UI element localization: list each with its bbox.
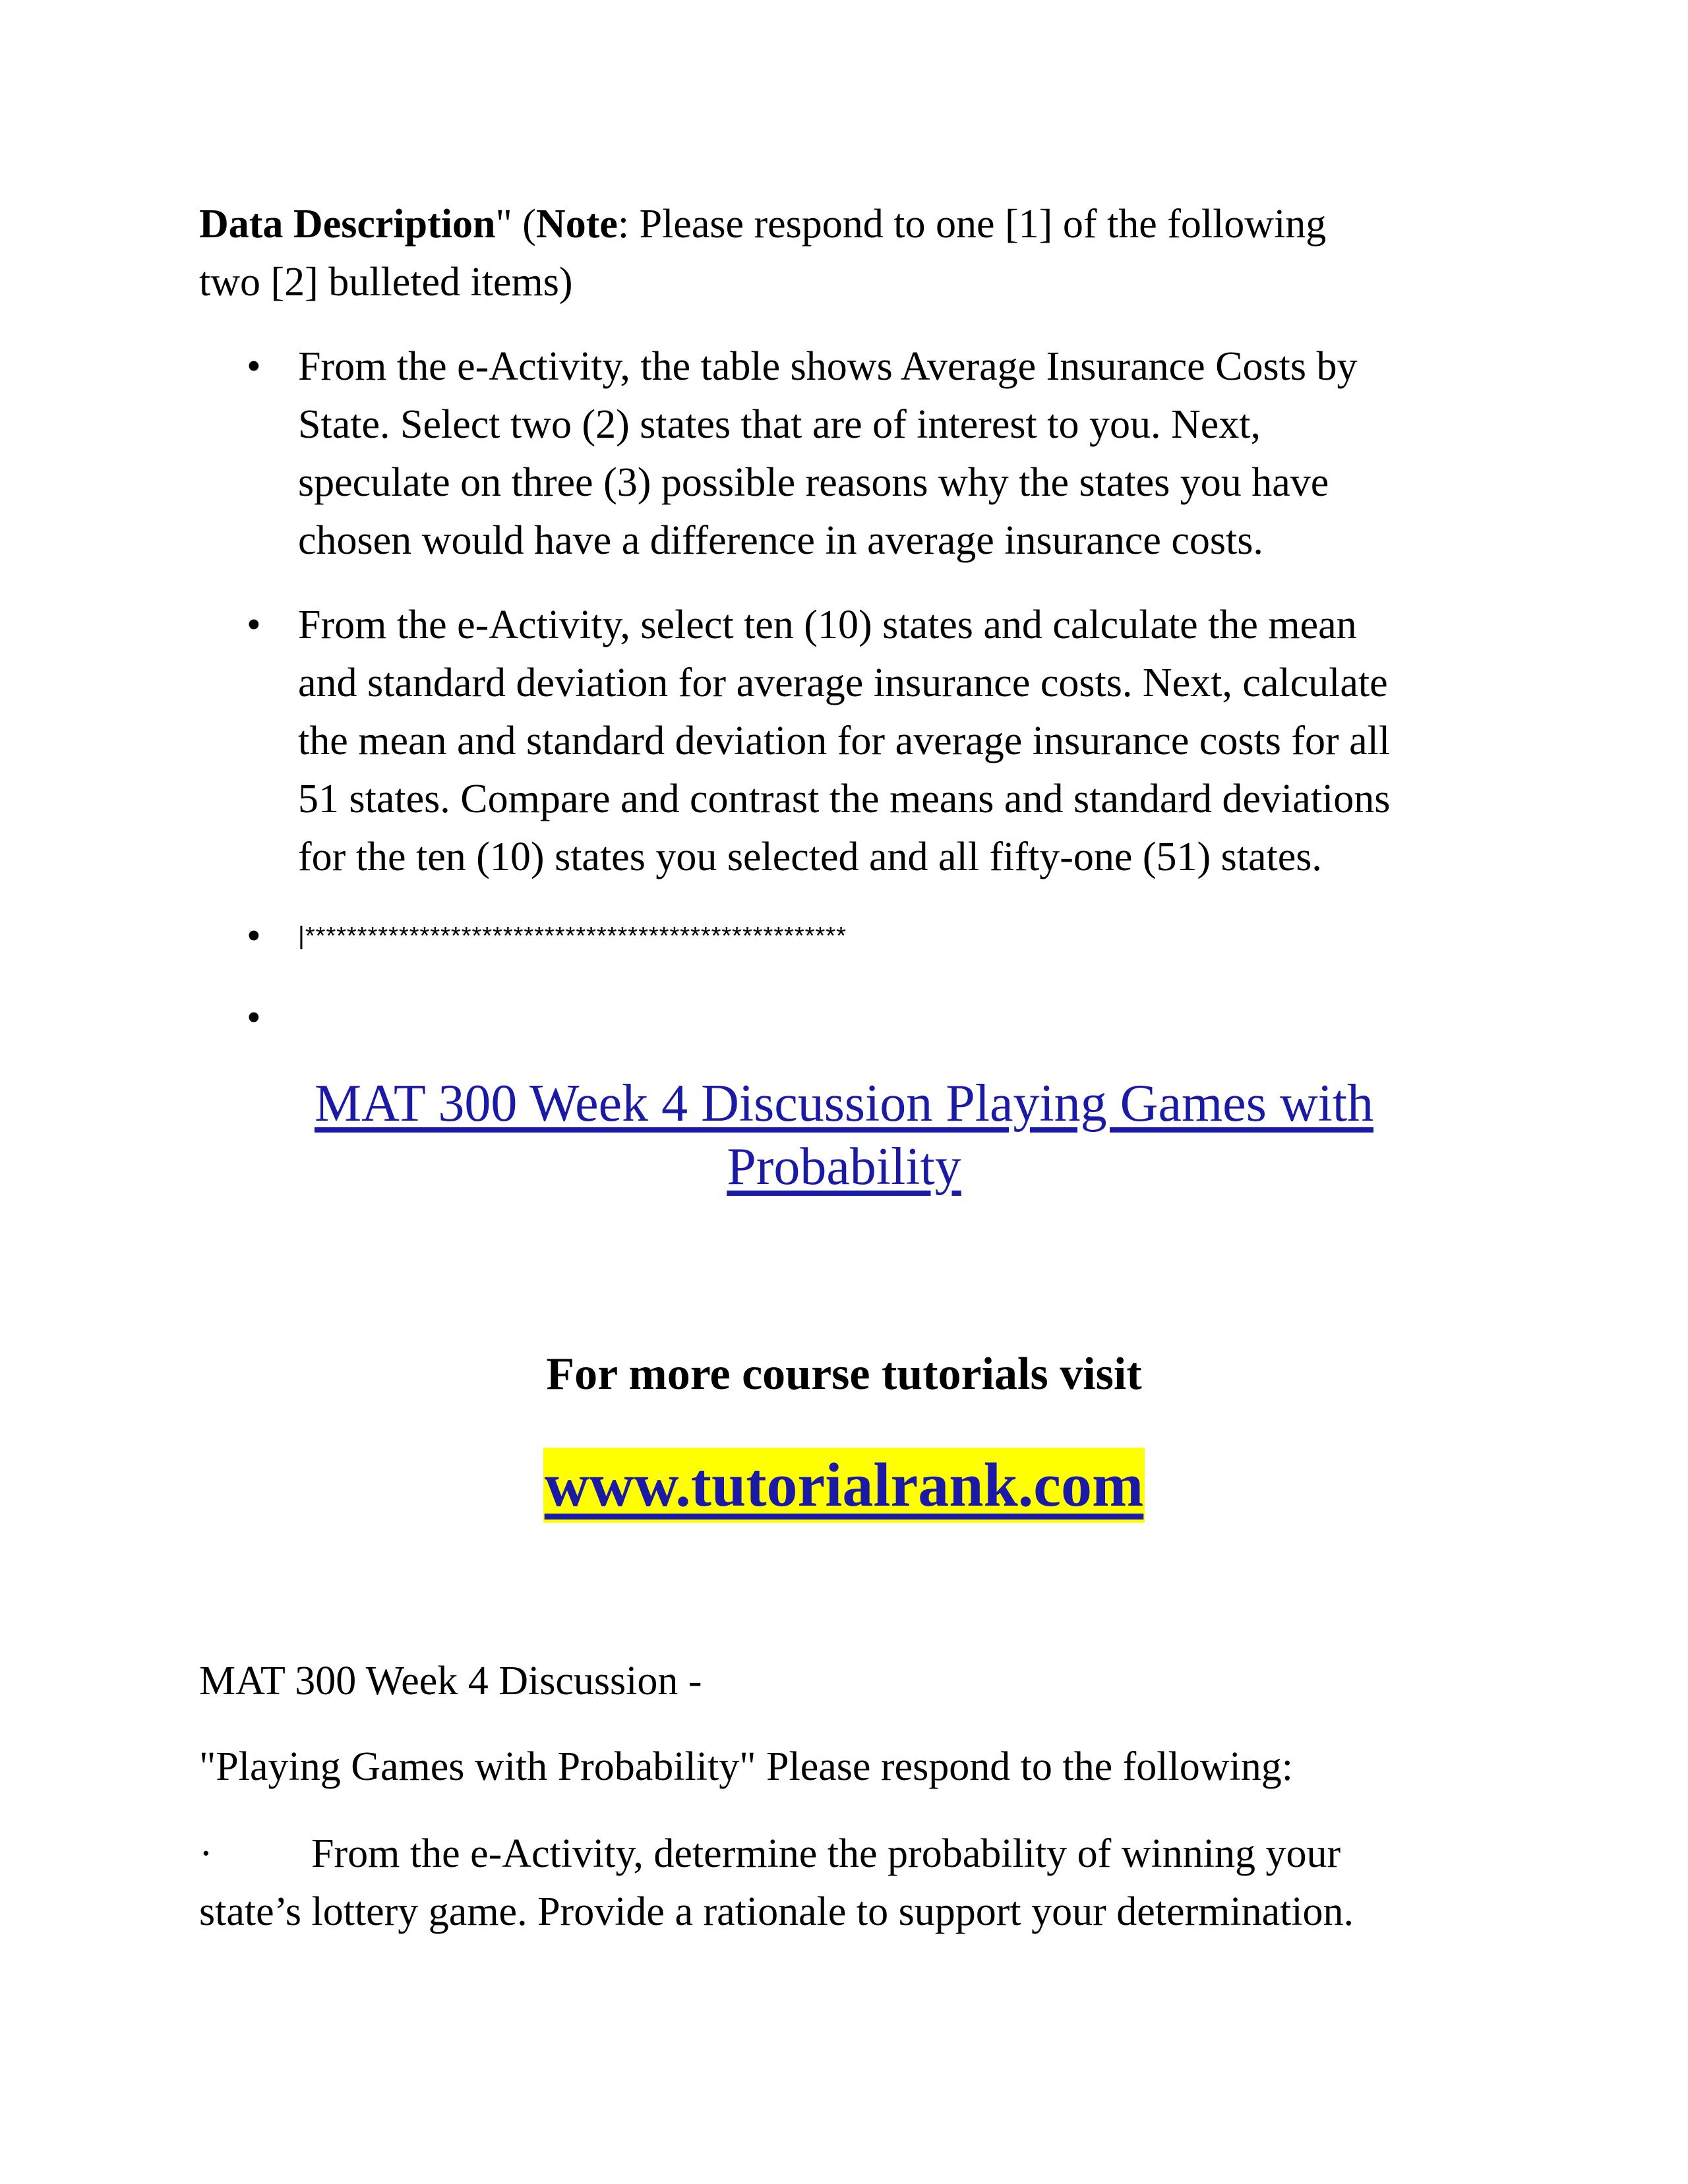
bullet-1-line-1: From the e-Activity, the table shows Average Insurance Costs by [298,344,1358,389]
course-link-line-2[interactable]: Probability [727,1138,961,1196]
intro-line-2: two [2] bulleted items) [199,260,573,305]
bullet-2-line-5: for the ten (10) states you selected and all fifty-one (51) states. [298,835,1322,879]
bullet-dot-icon: • [247,995,261,1040]
separator-line: |**************************************************** [298,922,847,950]
course-link-line-1[interactable]: MAT 300 Week 4 Discussion Playing Games with [314,1075,1374,1133]
discussion-item-line-2: state’s lottery game. Provide a rationale to support your determination. [199,1889,1354,1934]
intro-paragraph [199,195,1511,311]
list-item [199,338,1518,570]
bullet-2-line-2: and standard deviation for average insurance costs. Next, calculate [298,661,1388,705]
list-item [199,596,1518,886]
middle-dot-icon: · [199,1831,213,1876]
promo-heading: For more course tutorials visit [546,1349,1142,1400]
discussion-item [199,1825,1518,1941]
bullet-2-line-4: 51 states. Compare and contrast the means and standard deviations [298,777,1391,821]
bullet-dot-icon: • [247,344,261,389]
site-link-wrapper [0,1448,1688,1523]
tutorial-site-link[interactable]: www.tutorialrank.com [543,1448,1145,1523]
bullet-list [199,338,1518,1047]
bullet-2-line-3: the mean and standard deviation for average insurance costs for all [298,719,1391,763]
note-label: Note [535,202,618,247]
bullet-2-line-1: From the e-Activity, select ten (10) states and calculate the mean [298,603,1357,647]
discussion-prompt: "Playing Games with Probability" Please respond to the following: [199,1744,1293,1789]
course-title-link[interactable] [0,1072,1688,1198]
discussion-item-line-1: From the e-Activity, determine the probability of winning your [311,1831,1341,1876]
bullet-1-line-2: State. Select two (2) states that are of interest to you. Next, [298,402,1261,447]
list-item [199,989,1518,1047]
bullet-1-line-3: speculate on three (3) possible reasons why the states you have [298,460,1329,505]
note-text: : Please respond to one [1] of the following [617,202,1327,247]
data-description-label: Data Description [199,202,496,247]
discussion-title: MAT 300 Week 4 Discussion - [199,1659,702,1703]
list-item [199,907,1518,965]
bullet-1-line-4: chosen would have a difference in average insurance costs. [298,518,1263,563]
bullet-dot-icon: • [247,603,261,647]
intro-quote: " ( [495,202,536,247]
bullet-dot-icon: • [247,914,261,959]
